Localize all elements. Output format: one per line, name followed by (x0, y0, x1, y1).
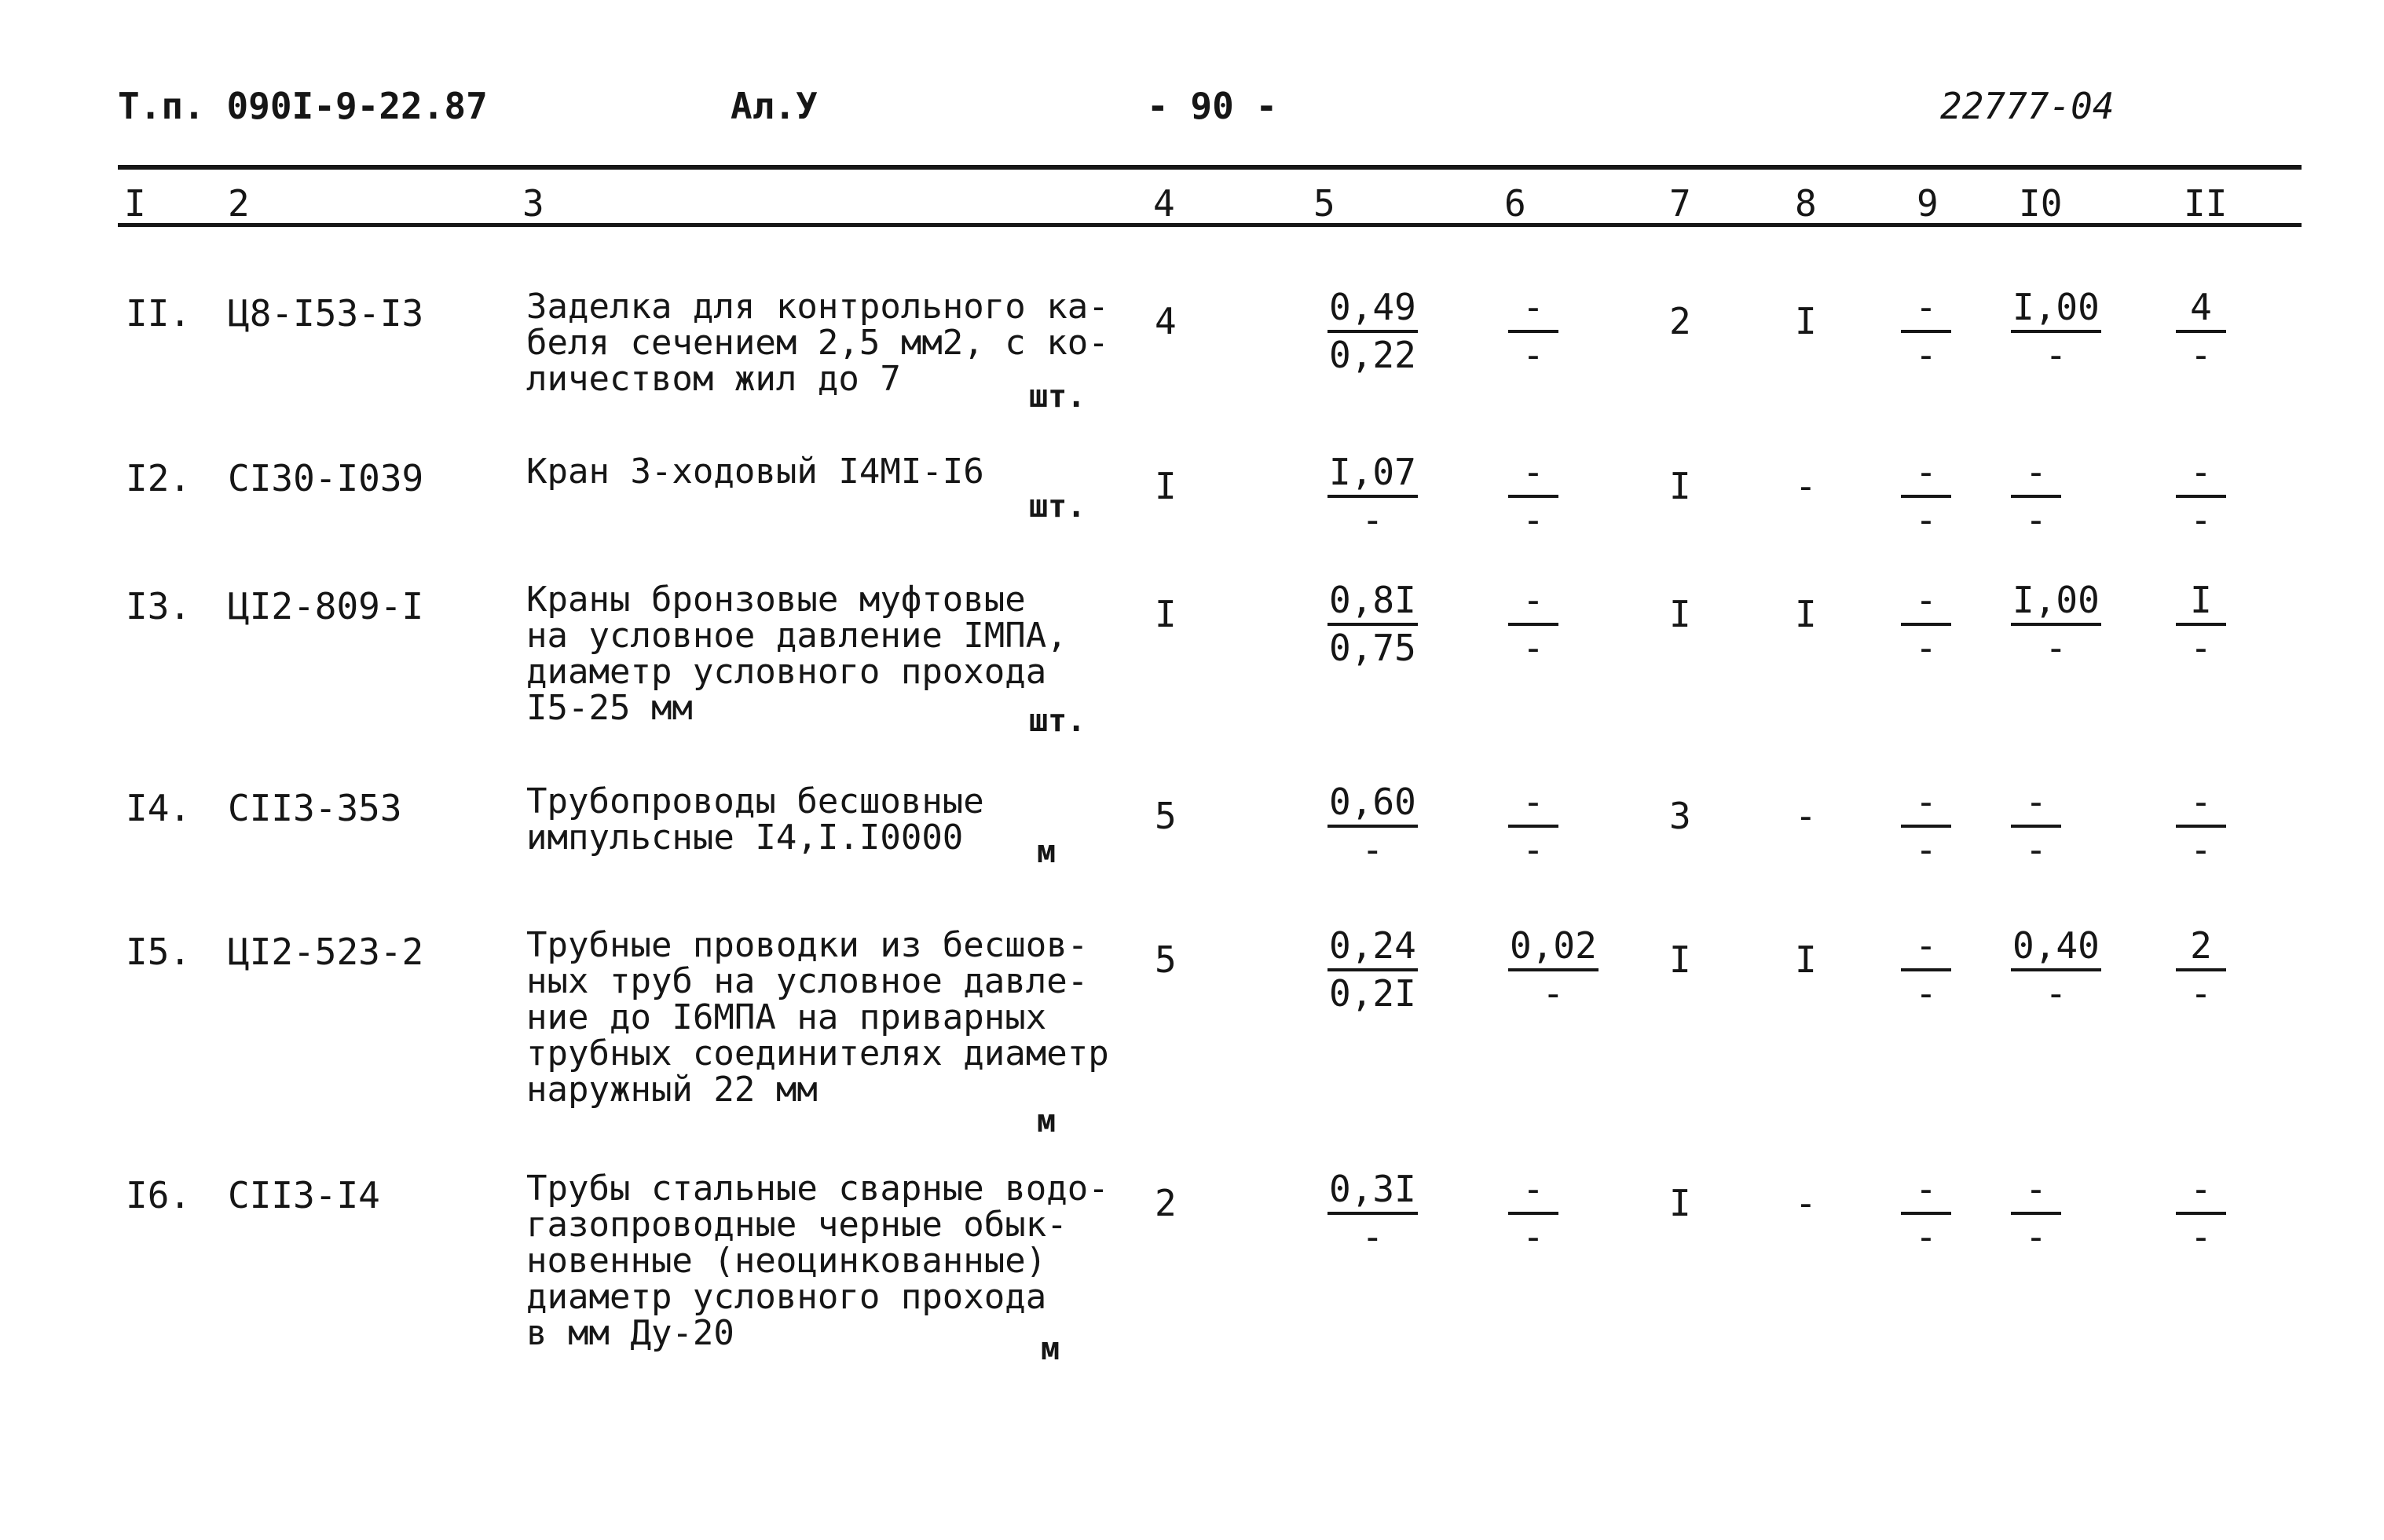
col6-fraction-denominator: - (1522, 829, 1544, 871)
col10-fraction-denominator: - (2025, 1216, 2047, 1258)
col-6-header: 6 (1504, 182, 1526, 225)
col-10-header: I0 (2019, 182, 2063, 225)
col9-fraction-numerator: - (1901, 926, 1951, 971)
norm-code: СII3-353 (228, 787, 402, 829)
sheet-code: 22777-04 (1940, 85, 2115, 127)
col6-fraction-numerator: - (1508, 782, 1558, 828)
col11-fraction-denominator: - (2190, 829, 2212, 871)
col-8-header: 8 (1795, 182, 1817, 225)
col11-fraction-numerator: - (2176, 1169, 2226, 1215)
unit-of-measure: шт. (1029, 488, 1086, 525)
col6-fraction (1508, 287, 1558, 377)
col5-fraction (1327, 1169, 1418, 1259)
col5-fraction-denominator: 0,22 (1329, 334, 1416, 376)
col5-fraction (1327, 782, 1418, 872)
col8-value: - (1795, 795, 1817, 837)
unit-of-measure: м (1037, 1103, 1057, 1139)
col5-fraction (1327, 287, 1418, 377)
unit-of-measure: шт. (1029, 379, 1086, 415)
col8-value: I (1795, 300, 1817, 342)
col-5-header: 5 (1313, 182, 1335, 225)
col9-fraction-denominator: - (1915, 829, 1937, 871)
col11-fraction (2176, 287, 2226, 377)
col-4-header: 4 (1153, 182, 1175, 225)
top-rule (118, 165, 2302, 170)
col6-fraction (1508, 452, 1558, 542)
col6-fraction-denominator: - (1522, 334, 1544, 376)
col9-fraction-denominator: - (1915, 627, 1937, 669)
col6-fraction-denominator: - (1522, 1216, 1544, 1258)
work-description: Трубные проводки из бесшов- ных труб на условное давле- ние до I6МПА на приварных трубных соединителях диаметр наружный 22 мм (526, 925, 1109, 1110)
doc-ref: Т.п. 090I-9-22.87 (118, 85, 488, 127)
col4-value: 2 (1155, 1182, 1177, 1224)
col9-fraction-denominator: - (1915, 1216, 1937, 1258)
col5-fraction (1327, 452, 1418, 542)
col10-fraction (2011, 580, 2101, 670)
row-number: I4. (126, 787, 192, 829)
col10-fraction-denominator: - (2045, 627, 2067, 669)
col10-fraction-numerator: I,00 (2011, 580, 2101, 626)
col6-fraction-denominator: - (1542, 972, 1565, 1015)
col10-fraction-denominator: - (2025, 829, 2047, 871)
col7-value: I (1669, 593, 1691, 635)
col10-fraction (2011, 926, 2101, 1015)
col8-value: I (1795, 593, 1817, 635)
unit-of-measure: шт. (1029, 703, 1086, 739)
col5-fraction (1327, 926, 1418, 1015)
col9-fraction-numerator: - (1901, 452, 1951, 498)
col6-fraction-denominator: - (1522, 627, 1544, 669)
col10-fraction-numerator: 0,40 (2011, 926, 2101, 971)
col5-fraction-numerator: 0,60 (1327, 782, 1418, 828)
col9-fraction (1901, 452, 1951, 542)
col6-fraction-numerator: - (1508, 287, 1558, 333)
col10-fraction (2011, 1169, 2061, 1259)
col7-value: I (1669, 465, 1691, 507)
col6-fraction (1508, 580, 1558, 670)
col11-fraction-numerator: 4 (2176, 287, 2226, 333)
work-description: Трубопроводы бесшовные импульсные I4,I.I0000 (526, 781, 984, 858)
col9-fraction-numerator: - (1901, 580, 1951, 626)
col6-fraction (1508, 1169, 1558, 1259)
norm-code: ЦI2-809-I (228, 585, 424, 627)
unit-of-measure: м (1037, 834, 1057, 870)
col11-fraction-denominator: - (2190, 1216, 2212, 1258)
col10-fraction (2011, 452, 2061, 542)
col11-fraction (2176, 452, 2226, 542)
col5-fraction-numerator: 0,8I (1327, 580, 1418, 626)
col4-value: I (1155, 465, 1177, 507)
col5-fraction-denominator: 0,75 (1329, 627, 1416, 669)
work-description: Заделка для контрольного ка- беля сечением 2,5 мм2, с ко- личеством жил до 7 (526, 287, 1109, 399)
norm-code: ЦI2-523-2 (228, 931, 424, 973)
col11-fraction-numerator: - (2176, 782, 2226, 828)
col11-fraction-denominator: - (2190, 972, 2212, 1015)
col8-value: I (1795, 938, 1817, 981)
col10-fraction-denominator: - (2025, 499, 2047, 541)
col10-fraction-numerator: - (2011, 782, 2061, 828)
col9-fraction-denominator: - (1915, 334, 1937, 376)
col11-fraction-denominator: - (2190, 499, 2212, 541)
col9-fraction-denominator: - (1915, 972, 1937, 1015)
col10-fraction-denominator: - (2045, 972, 2067, 1015)
col5-fraction-denominator: - (1361, 499, 1384, 541)
col7-value: I (1669, 938, 1691, 981)
norm-code: СI30-I039 (228, 457, 424, 499)
col10-fraction (2011, 782, 2061, 872)
col4-value: 5 (1155, 795, 1177, 837)
col7-value: 2 (1669, 300, 1691, 342)
col4-value: I (1155, 593, 1177, 635)
col8-value: - (1795, 1182, 1817, 1224)
col11-fraction-denominator: - (2190, 334, 2212, 376)
work-description: Трубы стальные сварные водо- газопроводные черные обык- новенные (неоцинкованные) диаметр условного прохода в мм Ду-20 (526, 1169, 1109, 1353)
col-2-header: 2 (228, 182, 250, 225)
col4-value: 5 (1155, 938, 1177, 981)
row-number: I6. (126, 1174, 192, 1216)
col10-fraction-numerator: - (2011, 1169, 2061, 1215)
col11-fraction (2176, 1169, 2226, 1259)
work-description: Кран 3-ходовый I4МI-I6 (526, 452, 984, 492)
col9-fraction-denominator: - (1915, 499, 1937, 541)
row-number: I5. (126, 931, 192, 973)
col10-fraction (2011, 287, 2101, 377)
col7-value: 3 (1669, 795, 1691, 837)
col11-fraction-numerator: 2 (2176, 926, 2226, 971)
col9-fraction (1901, 1169, 1951, 1259)
col9-fraction (1901, 580, 1951, 670)
row-number: I2. (126, 457, 192, 499)
col5-fraction-denominator: 0,2I (1329, 972, 1416, 1015)
page-number: - 90 - (1147, 85, 1278, 127)
row-number: II. (126, 292, 192, 335)
col5-fraction-numerator: 0,3I (1327, 1169, 1418, 1215)
col10-fraction-numerator: - (2011, 452, 2061, 498)
norm-code: Ц8-I53-I3 (228, 292, 424, 335)
col6-fraction-numerator: - (1508, 452, 1558, 498)
col-7-header: 7 (1669, 182, 1691, 225)
col5-fraction-numerator: 0,49 (1327, 287, 1418, 333)
col5-fraction-numerator: 0,24 (1327, 926, 1418, 971)
col-11-header: II (2184, 182, 2228, 225)
col5-fraction-denominator: - (1361, 829, 1384, 871)
col6-fraction-numerator: 0,02 (1508, 926, 1598, 971)
col7-value: I (1669, 1182, 1691, 1224)
col6-fraction (1508, 926, 1598, 1015)
col5-fraction (1327, 580, 1418, 670)
col-1-header: I (124, 182, 146, 225)
col9-fraction-numerator: - (1901, 782, 1951, 828)
col11-fraction (2176, 782, 2226, 872)
col9-fraction (1901, 287, 1951, 377)
col10-fraction-denominator: - (2045, 334, 2067, 376)
unit-of-measure: м (1041, 1331, 1060, 1367)
col4-value: 4 (1155, 300, 1177, 342)
col-3-header: 3 (522, 182, 544, 225)
col11-fraction-numerator: - (2176, 452, 2226, 498)
col11-fraction-numerator: I (2176, 580, 2226, 626)
col9-fraction (1901, 926, 1951, 1015)
col9-fraction-numerator: - (1901, 287, 1951, 333)
col8-value: - (1795, 465, 1817, 507)
col6-fraction-numerator: - (1508, 580, 1558, 626)
col6-fraction-numerator: - (1508, 1169, 1558, 1215)
col6-fraction-denominator: - (1522, 499, 1544, 541)
norm-code: СII3-I4 (228, 1174, 380, 1216)
col-9-header: 9 (1917, 182, 1939, 225)
work-description: Краны бронзовые муфтовые на условное давление IМПА, диаметр условного прохода I5-25 мм (526, 580, 1067, 728)
col5-fraction-numerator: I,07 (1327, 452, 1418, 498)
col9-fraction-numerator: - (1901, 1169, 1951, 1215)
col9-fraction (1901, 782, 1951, 872)
column-header-rule (118, 223, 2302, 227)
col11-fraction (2176, 580, 2226, 670)
row-number: I3. (126, 585, 192, 627)
col11-fraction (2176, 926, 2226, 1015)
col10-fraction-numerator: I,00 (2011, 287, 2101, 333)
col11-fraction-denominator: - (2190, 627, 2212, 669)
col5-fraction-denominator: - (1361, 1216, 1384, 1258)
col6-fraction (1508, 782, 1558, 872)
album-label: Ал.У (731, 85, 818, 127)
